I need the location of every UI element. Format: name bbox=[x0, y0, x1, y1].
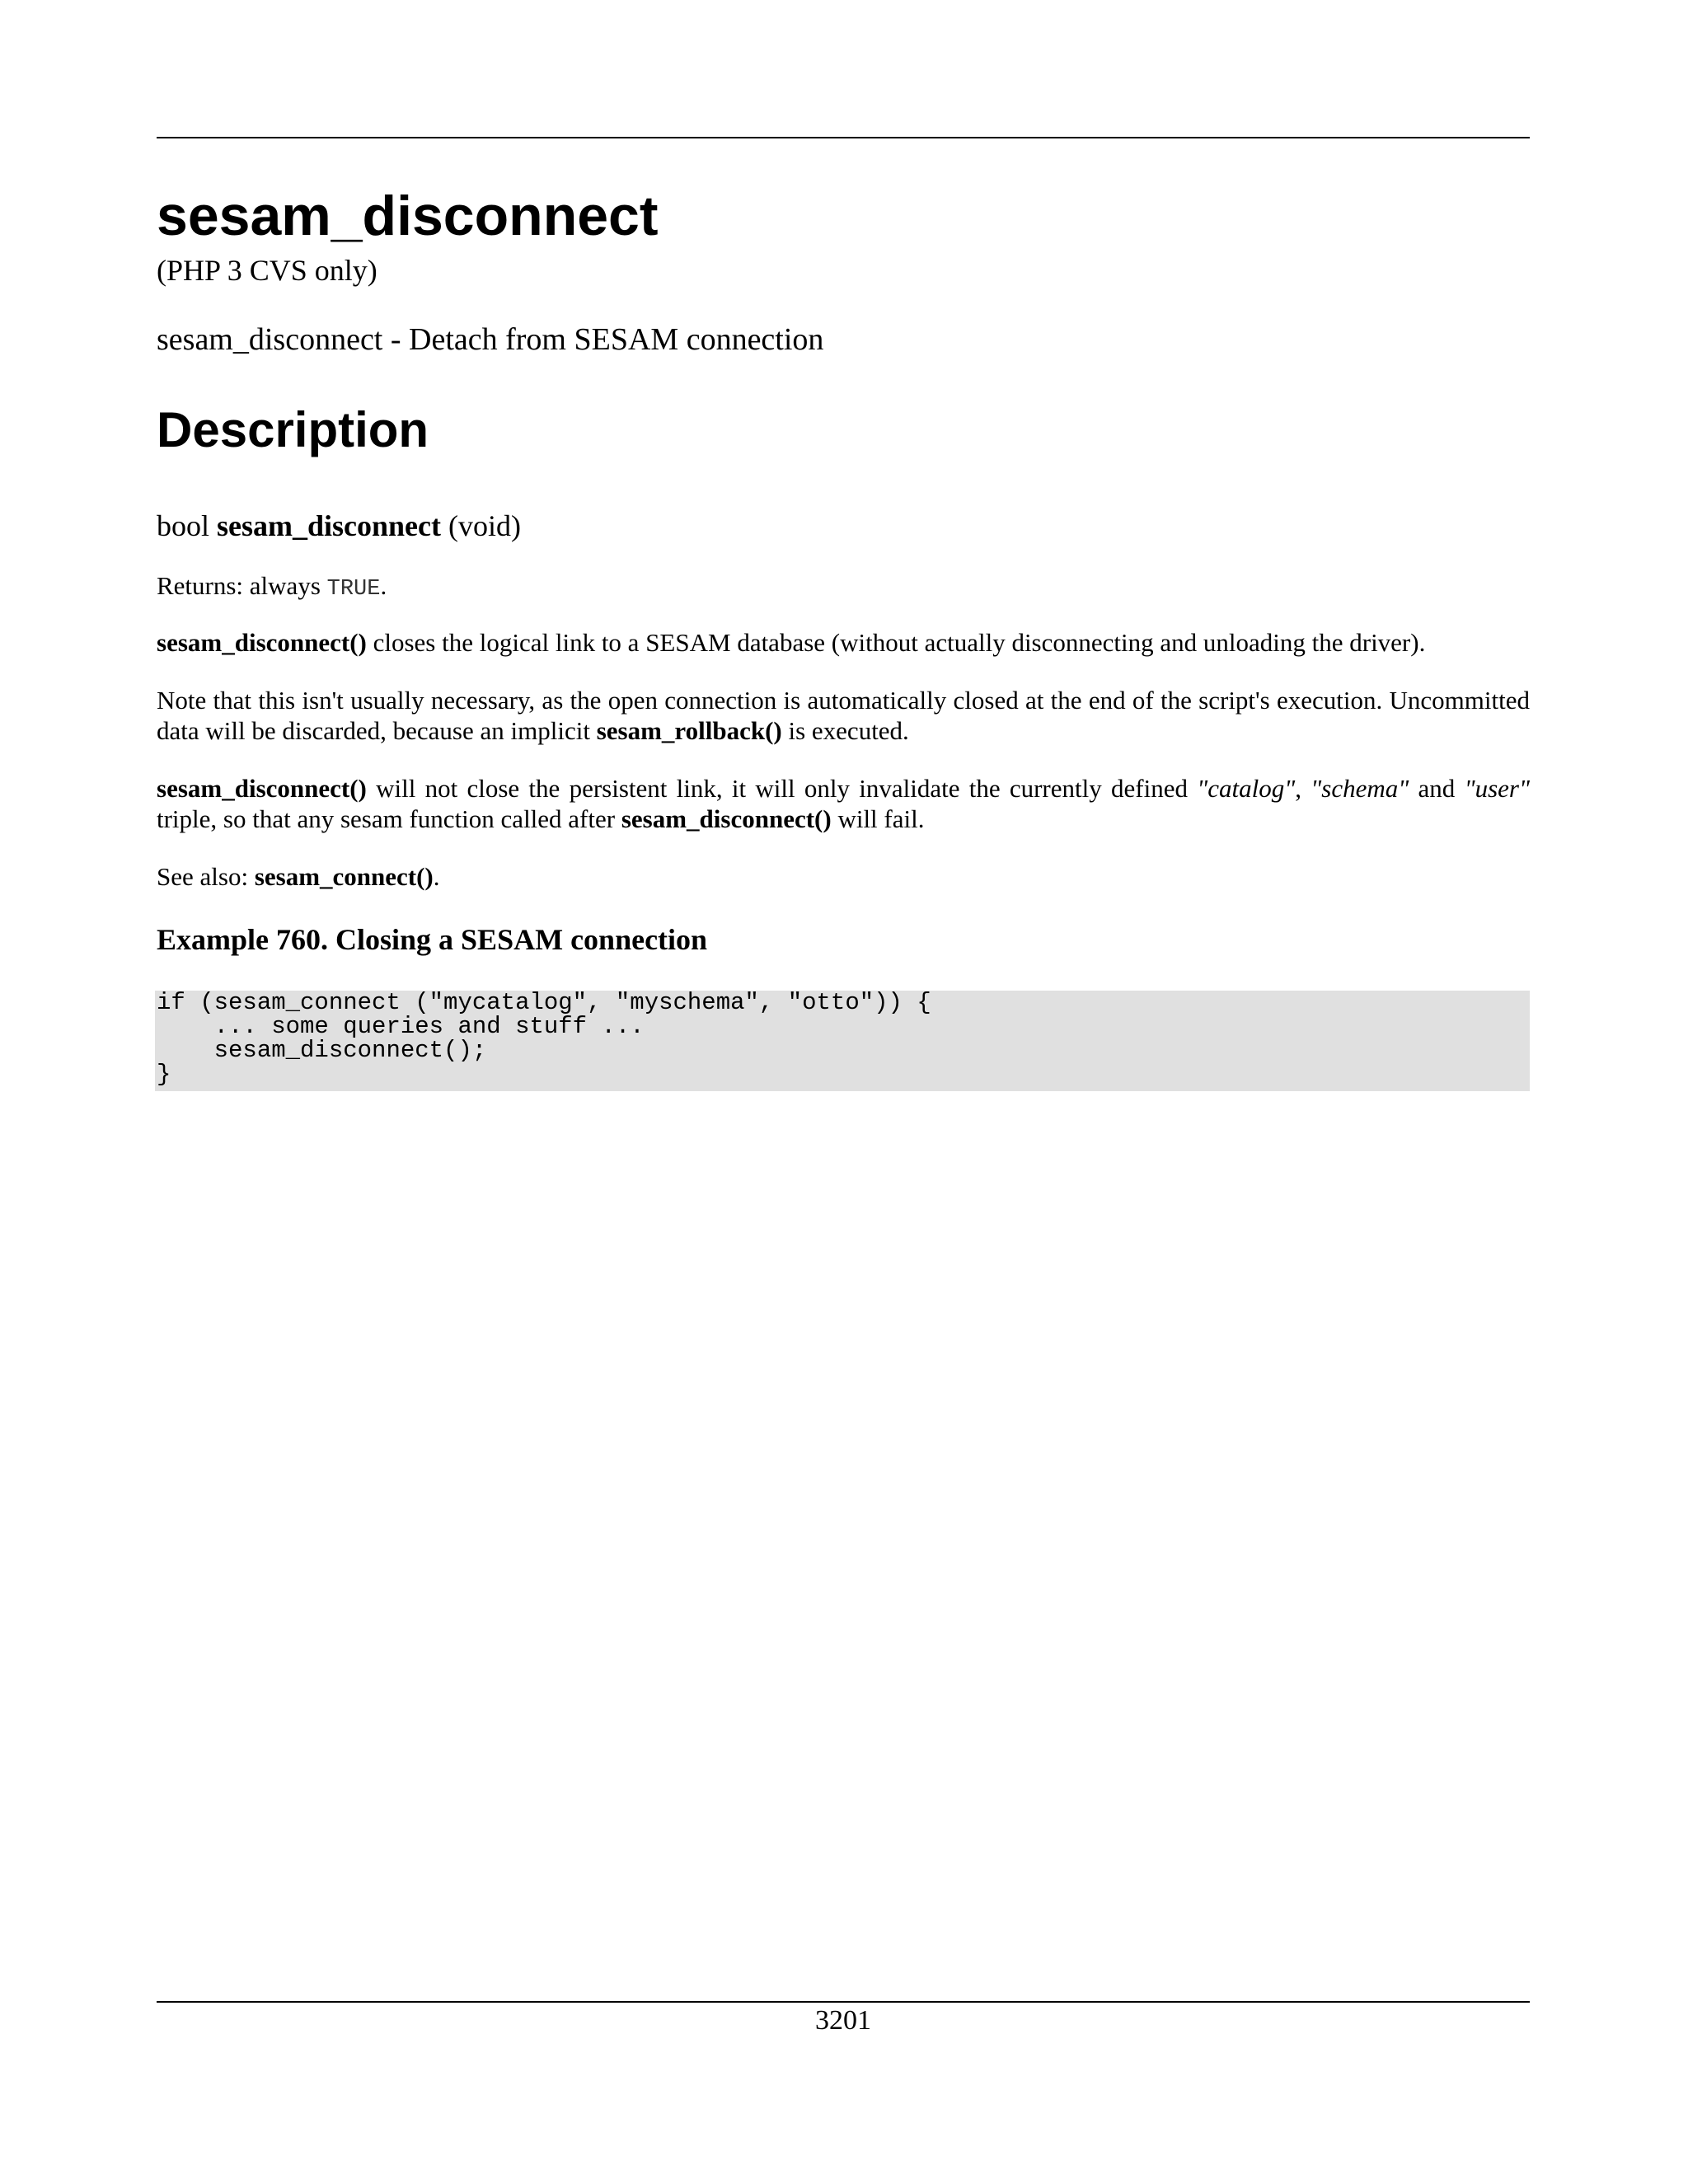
paragraph-text: is executed. bbox=[781, 716, 909, 745]
function-ref: sesam_disconnect() bbox=[157, 628, 367, 657]
returns-prefix: Returns: always bbox=[157, 571, 327, 600]
function-ref: sesam_disconnect() bbox=[621, 804, 832, 833]
term-catalog: "catalog" bbox=[1197, 774, 1296, 803]
separator: , bbox=[1295, 774, 1311, 803]
paragraph-text: will not close the persistent link, it will only invalidate the currently defined bbox=[366, 774, 1198, 803]
description-paragraph-2 bbox=[157, 685, 1530, 746]
description-paragraph-1 bbox=[157, 627, 1530, 658]
code-line: } bbox=[157, 1061, 171, 1088]
function-ref: sesam_connect() bbox=[254, 862, 434, 891]
term-user: "user" bbox=[1464, 774, 1531, 803]
separator: and bbox=[1409, 774, 1465, 803]
function-synopsis bbox=[157, 509, 521, 544]
term-schema: "schema" bbox=[1311, 774, 1409, 803]
function-ref: sesam_disconnect() bbox=[157, 774, 367, 803]
return-type: bool bbox=[157, 509, 210, 542]
header-rule bbox=[157, 137, 1530, 138]
code-line: if (sesam_connect ("mycatalog", "myschema", "otto")) { bbox=[157, 989, 931, 1016]
example-title: Example 760. Closing a SESAM connection bbox=[157, 923, 708, 956]
code-example bbox=[155, 991, 1530, 1091]
returns-suffix: . bbox=[380, 571, 387, 600]
function-name: sesam_disconnect bbox=[217, 509, 442, 542]
section-title-description: Description bbox=[157, 402, 429, 457]
refpurpose: sesam_disconnect - Detach from SESAM connection bbox=[157, 322, 824, 357]
function-ref: sesam_rollback() bbox=[596, 716, 782, 745]
code-line: ... some queries and stuff ... bbox=[157, 1013, 645, 1040]
paragraph-text: triple, so that any sesam function called after bbox=[157, 804, 621, 833]
version-info: (PHP 3 CVS only) bbox=[157, 254, 377, 287]
footer-rule bbox=[157, 2001, 1530, 2003]
page-title: sesam_disconnect bbox=[157, 185, 659, 247]
function-params: (void) bbox=[448, 509, 521, 542]
paragraph-text: closes the logical link to a SESAM database (without actually disconnecting and unloading the driver). bbox=[366, 628, 1426, 657]
see-also-paragraph bbox=[157, 861, 1530, 892]
document-page bbox=[157, 0, 1530, 2184]
see-also-prefix: See also: bbox=[157, 862, 255, 891]
code-line: sesam_disconnect(); bbox=[157, 1037, 487, 1064]
paragraph-text: will fail. bbox=[831, 804, 925, 833]
paragraph-text: Note that this isn't usually necessary, as the open connection is automatically closed at the end of the script's execution. Uncommitted data will be discarded, because an implicit bbox=[157, 686, 1530, 745]
returns-value: TRUE bbox=[326, 577, 381, 602]
description-paragraph-3 bbox=[157, 773, 1530, 834]
see-also-suffix: . bbox=[433, 862, 440, 891]
returns-paragraph bbox=[157, 570, 1530, 605]
page-number: 3201 bbox=[815, 2005, 871, 2036]
